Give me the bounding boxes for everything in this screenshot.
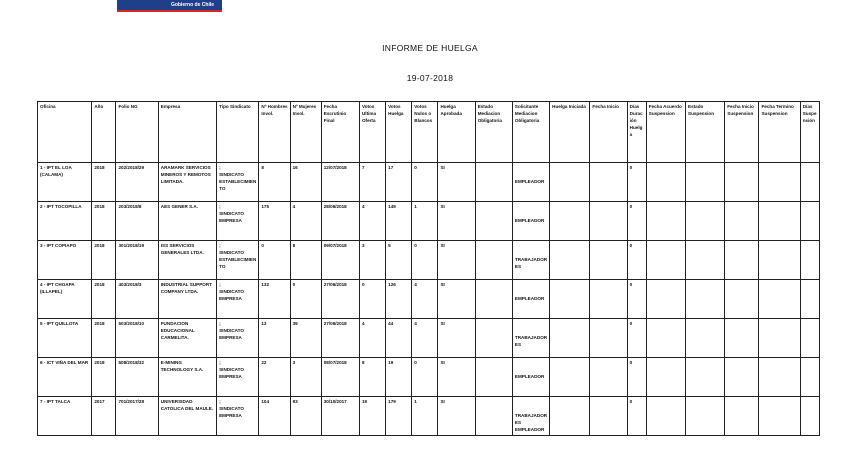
cell-iniciada	[550, 358, 590, 397]
cell-tipo-prefix: ;	[219, 399, 221, 404]
cell-folio: 403/2018/3	[116, 280, 158, 319]
cell-hombres: 13	[259, 319, 290, 358]
cell-anio: 2018	[92, 163, 116, 202]
cell-tipo-value: SINDICATO ESTABLECIMIENTO	[219, 250, 257, 269]
column-header: Días Duración Huelga	[627, 102, 646, 163]
cell-anio: 2018	[92, 358, 116, 397]
cell-dias-susp	[800, 163, 819, 202]
strike-report-table	[37, 101, 820, 436]
cell-estado-susp	[686, 280, 725, 319]
report-title: INFORME DE HUELGA	[382, 43, 478, 53]
cell-tipo	[217, 358, 259, 397]
cell-votos-oferta: 4	[359, 319, 385, 358]
cell-dias-susp	[800, 358, 819, 397]
table-row	[38, 202, 820, 241]
cell-fecha-inicio	[590, 202, 627, 241]
cell-estado-med	[475, 280, 512, 319]
cell-oficina: 6 - ICT VIÑA DEL MAR	[38, 358, 92, 397]
cell-solicitante-value: TRABAJADORES	[514, 335, 548, 347]
cell-tipo-prefix: ;	[219, 282, 221, 287]
cell-votos-oferta: 7	[359, 163, 385, 202]
cell-termino-susp	[759, 397, 800, 436]
table-row	[38, 241, 820, 280]
cell-inicio-susp	[725, 241, 759, 280]
cell-tipo-value: SINDICATO EMPRESA	[219, 406, 244, 418]
cell-votos-huelga: 17	[386, 163, 412, 202]
cell-tipo-value: SINDICATO EMPRESA	[219, 289, 244, 301]
cell-solicitante-value: EMPLEADOR	[514, 296, 545, 301]
cell-mujeres: 8	[290, 241, 321, 280]
cell-fecha-acuerdo	[646, 202, 685, 241]
cell-mujeres: 39	[290, 319, 321, 358]
cell-folio: 203/2018/8	[116, 202, 158, 241]
cell-anio: 2018	[92, 280, 116, 319]
cell-estado-med	[475, 397, 512, 436]
cell-iniciada	[550, 202, 590, 241]
cell-tipo-value: SINDICATO EMPRESA	[219, 328, 244, 340]
cell-estado-susp	[686, 397, 725, 436]
cell-solicitante	[512, 241, 549, 280]
logo-text: Gobierno de Chile	[117, 0, 222, 12]
cell-dias-duracion: 0	[627, 241, 646, 280]
cell-tipo-value: SINDICATO EMPRESA	[219, 367, 244, 379]
cell-tipo	[217, 163, 259, 202]
cell-solicitante	[512, 319, 549, 358]
cell-fecha-escrutinio: 12/07/2018	[321, 163, 359, 202]
cell-solicitante-value: EMPLEADOR	[514, 218, 545, 223]
cell-tipo	[217, 397, 259, 436]
cell-estado-med	[475, 319, 512, 358]
cell-solicitante-value: EMPLEADOR	[514, 179, 545, 184]
cell-hombres: 132	[259, 280, 290, 319]
cell-mujeres: 93	[290, 397, 321, 436]
cell-votos-nulos: 1	[412, 397, 438, 436]
cell-tipo-prefix: ;	[219, 321, 221, 326]
cell-votos-oferta: 3	[359, 241, 385, 280]
cell-dias-susp	[800, 319, 819, 358]
column-header: Nº Mujeres Invol.	[290, 102, 321, 163]
cell-inicio-susp	[725, 202, 759, 241]
cell-estado-susp	[686, 358, 725, 397]
cell-aprobada: SI	[438, 397, 475, 436]
cell-votos-nulos: 0	[412, 163, 438, 202]
column-header: Nº Hombres Invol.	[259, 102, 290, 163]
column-header: Fecha Inicio Suspension	[725, 102, 759, 163]
cell-tipo-prefix: ;	[219, 204, 221, 209]
cell-dias-duracion: 0	[627, 319, 646, 358]
cell-termino-susp	[759, 358, 800, 397]
cell-solicitante-value: TRABAJADORES	[514, 257, 548, 269]
column-header: Año	[92, 102, 116, 163]
cell-tipo-prefix: ;	[219, 360, 221, 365]
column-header: Oficina	[38, 102, 92, 163]
cell-folio: 701/2017/28	[116, 397, 158, 436]
cell-iniciada	[550, 319, 590, 358]
cell-oficina: 3 - IPT COPIAPO	[38, 241, 92, 280]
cell-fecha-escrutinio: 09/07/2018	[321, 241, 359, 280]
cell-iniciada	[550, 397, 590, 436]
cell-votos-huelga: 5	[386, 241, 412, 280]
cell-fecha-acuerdo	[646, 397, 685, 436]
cell-estado-med	[475, 163, 512, 202]
cell-fecha-acuerdo	[646, 358, 685, 397]
cell-oficina: 4 - IPT CHOAPA (ILLAPEL)	[38, 280, 92, 319]
table-row	[38, 280, 820, 319]
cell-aprobada: SI	[438, 241, 475, 280]
cell-hombres: 8	[259, 163, 290, 202]
cell-estado-susp	[686, 163, 725, 202]
government-logo	[117, 0, 222, 14]
cell-fecha-escrutinio: 27/06/2018	[321, 319, 359, 358]
cell-aprobada: SI	[438, 202, 475, 241]
cell-votos-nulos: 4	[412, 319, 438, 358]
cell-solicitante	[512, 202, 549, 241]
cell-dias-duracion: 0	[627, 397, 646, 436]
cell-oficina: 2 - IPT TOCOPILLA	[38, 202, 92, 241]
cell-tipo	[217, 280, 259, 319]
cell-folio: 202/2018/29	[116, 163, 158, 202]
cell-tipo-prefix: ;	[219, 165, 221, 170]
table-row	[38, 397, 820, 436]
cell-hombres: 104	[259, 397, 290, 436]
cell-empresa: ISS SERVICIOS GENERALES LTDA.	[158, 241, 216, 280]
column-header: Solicitante Mediacion Obligatoria	[512, 102, 549, 163]
cell-fecha-escrutinio: 28/06/2018	[321, 202, 359, 241]
column-header: Fecha Acuerdo Suspension	[646, 102, 685, 163]
cell-dias-susp	[800, 241, 819, 280]
cell-oficina: 1 - IPT EL LOA (CALAMA)	[38, 163, 92, 202]
cell-inicio-susp	[725, 163, 759, 202]
cell-fecha-escrutinio: 08/07/2018	[321, 358, 359, 397]
cell-fecha-inicio	[590, 280, 627, 319]
cell-dias-duracion: 0	[627, 280, 646, 319]
cell-termino-susp	[759, 202, 800, 241]
cell-iniciada	[550, 163, 590, 202]
column-header: Fecha Termino Suspension	[759, 102, 800, 163]
cell-solicitante	[512, 397, 549, 436]
column-header: Días Suspensión	[800, 102, 819, 163]
column-header: Votos Nulos o Blancos	[412, 102, 438, 163]
column-header: Votos Huelga	[386, 102, 412, 163]
cell-votos-huelga: 126	[386, 280, 412, 319]
cell-votos-nulos: 4	[412, 280, 438, 319]
cell-estado-susp	[686, 319, 725, 358]
cell-fecha-acuerdo	[646, 241, 685, 280]
cell-solicitante	[512, 280, 549, 319]
cell-solicitante-value: TRABAJADORES EMPLEADOR	[514, 413, 548, 432]
cell-aprobada: SI	[438, 319, 475, 358]
cell-votos-nulos: 0	[412, 241, 438, 280]
cell-folio: 503/2018/10	[116, 319, 158, 358]
cell-hombres: 22	[259, 358, 290, 397]
cell-empresa: FUNDACION EDUCACIONAL CARMELITA.	[158, 319, 216, 358]
cell-inicio-susp	[725, 397, 759, 436]
cell-fecha-inicio	[590, 163, 627, 202]
cell-oficina: 5 - IPT QUILLOTA	[38, 319, 92, 358]
cell-mujeres: 4	[290, 202, 321, 241]
cell-tipo	[217, 241, 259, 280]
cell-dias-duracion: 0	[627, 202, 646, 241]
cell-empresa: E-MINING TECHNOLOGY S.A.	[158, 358, 216, 397]
table-row	[38, 319, 820, 358]
cell-fecha-escrutinio: 27/06/2018	[321, 280, 359, 319]
cell-votos-nulos: 0	[412, 358, 438, 397]
cell-tipo	[217, 202, 259, 241]
cell-solicitante	[512, 358, 549, 397]
table-body	[38, 163, 820, 436]
cell-estado-med	[475, 202, 512, 241]
report-date: 19-07-2018	[406, 73, 454, 83]
cell-dias-susp	[800, 397, 819, 436]
cell-votos-huelga: 44	[386, 319, 412, 358]
cell-mujeres: 16	[290, 163, 321, 202]
cell-folio: 508/2018/32	[116, 358, 158, 397]
cell-inicio-susp	[725, 280, 759, 319]
cell-termino-susp	[759, 280, 800, 319]
column-header: Estado Suspension	[686, 102, 725, 163]
cell-fecha-inicio	[590, 358, 627, 397]
cell-votos-huelga: 19	[386, 358, 412, 397]
cell-termino-susp	[759, 319, 800, 358]
cell-votos-oferta: 19	[359, 397, 385, 436]
cell-solicitante	[512, 163, 549, 202]
column-header: Fecha Escrutinio Final	[321, 102, 359, 163]
cell-anio: 2018	[92, 202, 116, 241]
cell-dias-duracion: 0	[627, 163, 646, 202]
table-row	[38, 358, 820, 397]
cell-fecha-acuerdo	[646, 163, 685, 202]
column-header: Votos Ultima Oferta	[359, 102, 385, 163]
cell-votos-nulos: 1	[412, 202, 438, 241]
cell-tipo-value: SINDICATO ESTABLECIMIENTO	[219, 172, 257, 191]
cell-empresa: AES GENER S.A.	[158, 202, 216, 241]
cell-aprobada: SI	[438, 358, 475, 397]
column-header: Huelga Aprobada	[438, 102, 475, 163]
table-header-row	[38, 102, 820, 163]
cell-anio: 2018	[92, 241, 116, 280]
cell-votos-huelga: 179	[386, 397, 412, 436]
table-row	[38, 163, 820, 202]
cell-tipo-prefix: ;	[219, 243, 221, 248]
cell-tipo	[217, 319, 259, 358]
cell-inicio-susp	[725, 358, 759, 397]
cell-dias-susp	[800, 280, 819, 319]
cell-iniciada	[550, 241, 590, 280]
cell-termino-susp	[759, 241, 800, 280]
column-header: Huelga Iniciada	[550, 102, 590, 163]
column-header: Estado Mediacion Obligatoria	[475, 102, 512, 163]
cell-hombres: 175	[259, 202, 290, 241]
cell-inicio-susp	[725, 319, 759, 358]
column-header: Tipo Sindicato	[217, 102, 259, 163]
cell-solicitante-value: EMPLEADOR	[514, 374, 545, 379]
cell-aprobada: SI	[438, 280, 475, 319]
cell-mujeres: 3	[290, 358, 321, 397]
cell-dias-susp	[800, 202, 819, 241]
cell-estado-susp	[686, 202, 725, 241]
column-header: Fecha Inicio	[590, 102, 627, 163]
cell-votos-oferta: 4	[359, 202, 385, 241]
cell-termino-susp	[759, 163, 800, 202]
cell-fecha-inicio	[590, 319, 627, 358]
cell-votos-huelga: 149	[386, 202, 412, 241]
cell-fecha-acuerdo	[646, 319, 685, 358]
cell-anio: 2018	[92, 319, 116, 358]
cell-oficina: 7 - IPT TALCA	[38, 397, 92, 436]
cell-votos-oferta: 8	[359, 358, 385, 397]
cell-dias-duracion: 0	[627, 358, 646, 397]
cell-hombres: 0	[259, 241, 290, 280]
cell-fecha-escrutinio: 30/10/2017	[321, 397, 359, 436]
cell-estado-susp	[686, 241, 725, 280]
cell-aprobada: SI	[438, 163, 475, 202]
cell-estado-med	[475, 358, 512, 397]
cell-fecha-inicio	[590, 397, 627, 436]
cell-folio: 301/2018/19	[116, 241, 158, 280]
column-header: Folio NG	[116, 102, 158, 163]
cell-estado-med	[475, 241, 512, 280]
cell-iniciada	[550, 280, 590, 319]
cell-empresa: ARAMARK SERVICIOS MINEROS Y REMOTOS LIMITADA.	[158, 163, 216, 202]
cell-mujeres: 0	[290, 280, 321, 319]
cell-empresa: UNIVERSIDAD CATOLICA DEL MAULE.	[158, 397, 216, 436]
cell-fecha-inicio	[590, 241, 627, 280]
cell-tipo-value: SINDICATO EMPRESA	[219, 211, 244, 223]
cell-fecha-acuerdo	[646, 280, 685, 319]
cell-votos-oferta: 0	[359, 280, 385, 319]
column-header: Empresa	[158, 102, 216, 163]
cell-empresa: INDUSTRIAL SUPPORT COMPANY LTDA.	[158, 280, 216, 319]
cell-anio: 2017	[92, 397, 116, 436]
